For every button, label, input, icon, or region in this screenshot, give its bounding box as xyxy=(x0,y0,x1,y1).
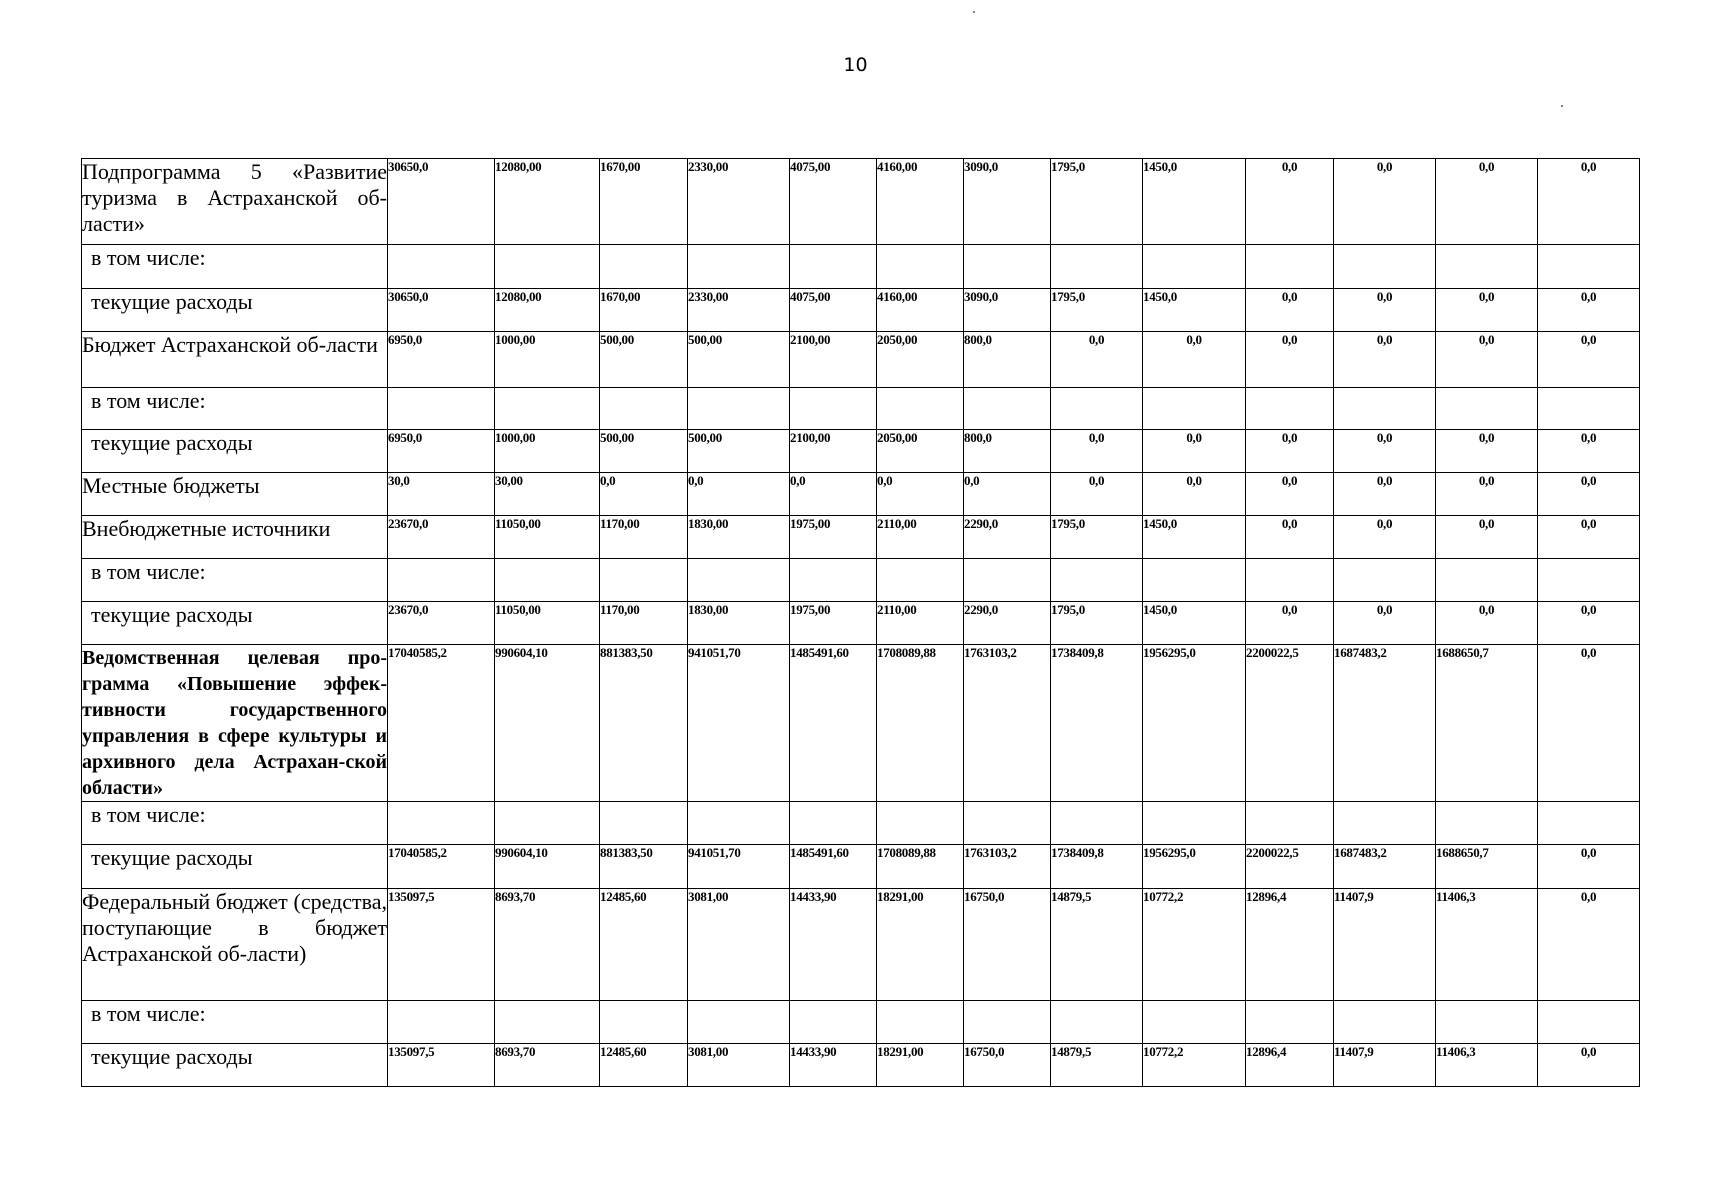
value-cell: 0,0 xyxy=(600,473,688,516)
value-cell xyxy=(688,559,790,602)
value-cell: 23670,0 xyxy=(388,602,495,645)
value-cell: 11050,00 xyxy=(495,516,600,559)
value-cell: 1688650,7 xyxy=(1436,845,1538,889)
table-row xyxy=(82,645,1640,802)
value-cell: 0,0 xyxy=(1538,602,1640,645)
value-cell: 500,00 xyxy=(688,430,790,473)
value-cell: 0,0 xyxy=(1436,516,1538,559)
value-cell: 941051,70 xyxy=(688,645,790,802)
scan-speck xyxy=(973,11,975,13)
value-cell xyxy=(1246,802,1334,845)
value-cell xyxy=(877,245,964,289)
value-cell: 1687483,2 xyxy=(1334,645,1436,802)
row-label: текущие расходы xyxy=(82,602,388,645)
value-cell xyxy=(877,559,964,602)
value-cell: 16750,0 xyxy=(964,1044,1051,1087)
value-cell xyxy=(495,1001,600,1044)
value-cell: 0,0 xyxy=(1246,332,1334,388)
row-label: в том числе: xyxy=(82,245,388,289)
value-cell: 12896,4 xyxy=(1246,889,1334,1001)
value-cell: 6950,0 xyxy=(388,332,495,388)
row-label: Ведомственная целевая про-грамма «Повышение эффек-тивности государственного управления в сфере культуры и архивного дела Астрахан-ской области» xyxy=(82,645,388,802)
value-cell: 10772,2 xyxy=(1143,1044,1246,1087)
value-cell: 11407,9 xyxy=(1334,1044,1436,1087)
value-cell: 0,0 xyxy=(1538,289,1640,332)
value-cell: 0,0 xyxy=(688,473,790,516)
row-label: Федеральный бюджет (средства, поступающие в бюджет Астраханской об-ласти) xyxy=(82,889,388,1001)
value-cell: 1000,00 xyxy=(495,430,600,473)
value-cell: 881383,50 xyxy=(600,645,688,802)
value-cell xyxy=(1436,559,1538,602)
value-cell xyxy=(1538,388,1640,430)
value-cell xyxy=(1436,1001,1538,1044)
value-cell: 1170,00 xyxy=(600,602,688,645)
value-cell: 1708089,88 xyxy=(877,645,964,802)
table-row xyxy=(82,559,1640,602)
value-cell: 12080,00 xyxy=(495,289,600,332)
value-cell xyxy=(1538,245,1640,289)
value-cell: 800,0 xyxy=(964,430,1051,473)
row-label: в том числе: xyxy=(82,559,388,602)
value-cell: 30,00 xyxy=(495,473,600,516)
value-cell xyxy=(877,802,964,845)
table-row xyxy=(82,516,1640,559)
table-row xyxy=(82,473,1640,516)
value-cell: 2330,00 xyxy=(688,289,790,332)
value-cell: 2200022,5 xyxy=(1246,645,1334,802)
value-cell: 0,0 xyxy=(1436,332,1538,388)
value-cell xyxy=(1246,559,1334,602)
value-cell: 1830,00 xyxy=(688,602,790,645)
value-cell xyxy=(495,388,600,430)
value-cell xyxy=(1143,802,1246,845)
value-cell: 2100,00 xyxy=(790,430,877,473)
row-label: Местные бюджеты xyxy=(82,473,388,516)
value-cell: 0,0 xyxy=(1334,602,1436,645)
value-cell xyxy=(600,1001,688,1044)
value-cell: 3081,00 xyxy=(688,889,790,1001)
value-cell: 0,0 xyxy=(1246,159,1334,245)
value-cell: 0,0 xyxy=(1246,473,1334,516)
value-cell: 1450,0 xyxy=(1143,602,1246,645)
value-cell: 1450,0 xyxy=(1143,159,1246,245)
value-cell: 30650,0 xyxy=(388,289,495,332)
value-cell xyxy=(1538,1001,1640,1044)
value-cell: 12896,4 xyxy=(1246,1044,1334,1087)
value-cell xyxy=(964,802,1051,845)
value-cell: 14879,5 xyxy=(1051,889,1143,1001)
row-label: Подпрограмма 5 «Развитие туризма в Астраханской об-ласти» xyxy=(82,159,388,245)
value-cell: 1000,00 xyxy=(495,332,600,388)
table-row xyxy=(82,159,1640,245)
value-cell: 8693,70 xyxy=(495,889,600,1001)
value-cell: 11407,9 xyxy=(1334,889,1436,1001)
value-cell xyxy=(1436,245,1538,289)
value-cell: 1708089,88 xyxy=(877,845,964,889)
row-label: Внебюджетные источники xyxy=(82,516,388,559)
value-cell: 1795,0 xyxy=(1051,289,1143,332)
value-cell: 14433,90 xyxy=(790,1044,877,1087)
value-cell xyxy=(877,388,964,430)
value-cell: 16750,0 xyxy=(964,889,1051,1001)
value-cell: 1956295,0 xyxy=(1143,845,1246,889)
value-cell: 3090,0 xyxy=(964,289,1051,332)
value-cell: 2050,00 xyxy=(877,332,964,388)
value-cell: 1956295,0 xyxy=(1143,645,1246,802)
value-cell xyxy=(1051,1001,1143,1044)
value-cell xyxy=(1143,1001,1246,1044)
value-cell: 0,0 xyxy=(1436,473,1538,516)
value-cell: 23670,0 xyxy=(388,516,495,559)
value-cell xyxy=(790,388,877,430)
page-number: 10 xyxy=(843,54,868,76)
value-cell xyxy=(688,802,790,845)
value-cell: 881383,50 xyxy=(600,845,688,889)
row-label: в том числе: xyxy=(82,802,388,845)
value-cell xyxy=(1143,388,1246,430)
value-cell xyxy=(600,559,688,602)
value-cell: 0,0 xyxy=(1334,159,1436,245)
value-cell: 0,0 xyxy=(1538,332,1640,388)
value-cell: 30650,0 xyxy=(388,159,495,245)
value-cell: 2330,00 xyxy=(688,159,790,245)
value-cell xyxy=(495,245,600,289)
value-cell: 990604,10 xyxy=(495,845,600,889)
value-cell: 0,0 xyxy=(1334,516,1436,559)
value-cell: 17040585,2 xyxy=(388,645,495,802)
value-cell xyxy=(1051,388,1143,430)
value-cell xyxy=(1436,388,1538,430)
value-cell: 1763103,2 xyxy=(964,645,1051,802)
value-cell: 1738409,8 xyxy=(1051,645,1143,802)
value-cell: 4075,00 xyxy=(790,159,877,245)
value-cell xyxy=(1334,245,1436,289)
value-cell xyxy=(964,245,1051,289)
value-cell xyxy=(1051,559,1143,602)
value-cell xyxy=(688,245,790,289)
table-row xyxy=(82,802,1640,845)
value-cell: 0,0 xyxy=(964,473,1051,516)
value-cell: 2100,00 xyxy=(790,332,877,388)
value-cell: 1795,0 xyxy=(1051,602,1143,645)
value-cell: 0,0 xyxy=(1436,430,1538,473)
value-cell: 11406,3 xyxy=(1436,889,1538,1001)
value-cell xyxy=(1538,559,1640,602)
value-cell: 500,00 xyxy=(600,430,688,473)
value-cell: 800,0 xyxy=(964,332,1051,388)
value-cell: 0,0 xyxy=(1051,332,1143,388)
value-cell: 0,0 xyxy=(1538,473,1640,516)
value-cell: 12080,00 xyxy=(495,159,600,245)
value-cell: 941051,70 xyxy=(688,845,790,889)
row-label: Бюджет Астраханской об-ласти xyxy=(82,332,388,388)
row-label: текущие расходы xyxy=(82,845,388,889)
value-cell: 30,0 xyxy=(388,473,495,516)
budget-table xyxy=(81,158,1640,1087)
value-cell xyxy=(688,388,790,430)
value-cell: 0,0 xyxy=(1538,645,1640,802)
value-cell xyxy=(1051,802,1143,845)
value-cell: 990604,10 xyxy=(495,645,600,802)
value-cell: 0,0 xyxy=(1143,430,1246,473)
value-cell: 11050,00 xyxy=(495,602,600,645)
value-cell: 0,0 xyxy=(1538,159,1640,245)
value-cell xyxy=(495,559,600,602)
value-cell: 0,0 xyxy=(1436,289,1538,332)
value-cell: 2050,00 xyxy=(877,430,964,473)
table-row xyxy=(82,1001,1640,1044)
row-label: текущие расходы xyxy=(82,430,388,473)
value-cell xyxy=(1334,802,1436,845)
value-cell xyxy=(600,802,688,845)
table-row xyxy=(82,388,1640,430)
value-cell: 4160,00 xyxy=(877,159,964,245)
value-cell: 6950,0 xyxy=(388,430,495,473)
value-cell: 1795,0 xyxy=(1051,159,1143,245)
value-cell: 2110,00 xyxy=(877,602,964,645)
value-cell: 0,0 xyxy=(1538,845,1640,889)
value-cell: 0,0 xyxy=(1246,516,1334,559)
value-cell: 1830,00 xyxy=(688,516,790,559)
value-cell: 0,0 xyxy=(1246,602,1334,645)
value-cell: 0,0 xyxy=(1538,430,1640,473)
value-cell: 500,00 xyxy=(600,332,688,388)
value-cell: 1687483,2 xyxy=(1334,845,1436,889)
value-cell: 0,0 xyxy=(1246,430,1334,473)
value-cell: 0,0 xyxy=(1334,430,1436,473)
value-cell xyxy=(964,1001,1051,1044)
value-cell: 4075,00 xyxy=(790,289,877,332)
table-row xyxy=(82,289,1640,332)
value-cell xyxy=(388,559,495,602)
value-cell: 1485491,60 xyxy=(790,845,877,889)
value-cell xyxy=(1246,245,1334,289)
value-cell: 0,0 xyxy=(1334,289,1436,332)
value-cell xyxy=(388,245,495,289)
value-cell xyxy=(1334,388,1436,430)
value-cell: 18291,00 xyxy=(877,1044,964,1087)
value-cell: 1450,0 xyxy=(1143,516,1246,559)
value-cell: 1795,0 xyxy=(1051,516,1143,559)
value-cell xyxy=(688,1001,790,1044)
value-cell: 0,0 xyxy=(1538,516,1640,559)
table-row xyxy=(82,602,1640,645)
value-cell: 11406,3 xyxy=(1436,1044,1538,1087)
value-cell: 1975,00 xyxy=(790,602,877,645)
value-cell: 2200022,5 xyxy=(1246,845,1334,889)
value-cell: 135097,5 xyxy=(388,889,495,1001)
value-cell: 8693,70 xyxy=(495,1044,600,1087)
value-cell xyxy=(495,802,600,845)
value-cell: 12485,60 xyxy=(600,1044,688,1087)
value-cell xyxy=(1143,559,1246,602)
value-cell: 0,0 xyxy=(1538,1044,1640,1087)
value-cell: 18291,00 xyxy=(877,889,964,1001)
value-cell: 1170,00 xyxy=(600,516,688,559)
value-cell: 4160,00 xyxy=(877,289,964,332)
value-cell: 2290,0 xyxy=(964,602,1051,645)
value-cell: 1670,00 xyxy=(600,289,688,332)
value-cell: 0,0 xyxy=(1143,332,1246,388)
value-cell: 0,0 xyxy=(877,473,964,516)
value-cell xyxy=(1143,245,1246,289)
value-cell: 1485491,60 xyxy=(790,645,877,802)
value-cell: 0,0 xyxy=(1051,430,1143,473)
value-cell: 0,0 xyxy=(1246,289,1334,332)
table-row xyxy=(82,1044,1640,1087)
row-label: в том числе: xyxy=(82,1001,388,1044)
value-cell xyxy=(1246,1001,1334,1044)
value-cell: 1763103,2 xyxy=(964,845,1051,889)
value-cell xyxy=(388,388,495,430)
value-cell: 1670,00 xyxy=(600,159,688,245)
value-cell: 14433,90 xyxy=(790,889,877,1001)
value-cell xyxy=(388,1001,495,1044)
value-cell xyxy=(964,388,1051,430)
table-row xyxy=(82,845,1640,889)
value-cell: 0,0 xyxy=(1436,602,1538,645)
table-row xyxy=(82,332,1640,388)
table-row xyxy=(82,889,1640,1001)
value-cell: 3081,00 xyxy=(688,1044,790,1087)
value-cell: 1688650,7 xyxy=(1436,645,1538,802)
value-cell: 0,0 xyxy=(790,473,877,516)
value-cell xyxy=(1334,559,1436,602)
value-cell: 0,0 xyxy=(1051,473,1143,516)
row-label: текущие расходы xyxy=(82,1044,388,1087)
table-row xyxy=(82,245,1640,289)
value-cell xyxy=(1436,802,1538,845)
value-cell: 10772,2 xyxy=(1143,889,1246,1001)
value-cell: 12485,60 xyxy=(600,889,688,1001)
value-cell: 1738409,8 xyxy=(1051,845,1143,889)
row-label: текущие расходы xyxy=(82,289,388,332)
value-cell xyxy=(964,559,1051,602)
value-cell xyxy=(1246,388,1334,430)
value-cell: 2110,00 xyxy=(877,516,964,559)
value-cell: 1450,0 xyxy=(1143,289,1246,332)
row-label: в том числе: xyxy=(82,388,388,430)
value-cell: 0,0 xyxy=(1334,473,1436,516)
value-cell xyxy=(877,1001,964,1044)
value-cell xyxy=(790,1001,877,1044)
scan-speck xyxy=(1561,105,1563,107)
value-cell xyxy=(600,245,688,289)
value-cell xyxy=(1051,245,1143,289)
value-cell: 0,0 xyxy=(1538,889,1640,1001)
value-cell: 17040585,2 xyxy=(388,845,495,889)
value-cell xyxy=(790,802,877,845)
value-cell: 2290,0 xyxy=(964,516,1051,559)
value-cell: 1975,00 xyxy=(790,516,877,559)
value-cell: 3090,0 xyxy=(964,159,1051,245)
value-cell: 135097,5 xyxy=(388,1044,495,1087)
value-cell: 14879,5 xyxy=(1051,1044,1143,1087)
value-cell xyxy=(1538,802,1640,845)
value-cell xyxy=(388,802,495,845)
value-cell xyxy=(600,388,688,430)
value-cell: 0,0 xyxy=(1143,473,1246,516)
value-cell xyxy=(790,559,877,602)
value-cell: 0,0 xyxy=(1334,332,1436,388)
table-row xyxy=(82,430,1640,473)
value-cell xyxy=(790,245,877,289)
value-cell xyxy=(1334,1001,1436,1044)
value-cell: 0,0 xyxy=(1436,159,1538,245)
value-cell: 500,00 xyxy=(688,332,790,388)
